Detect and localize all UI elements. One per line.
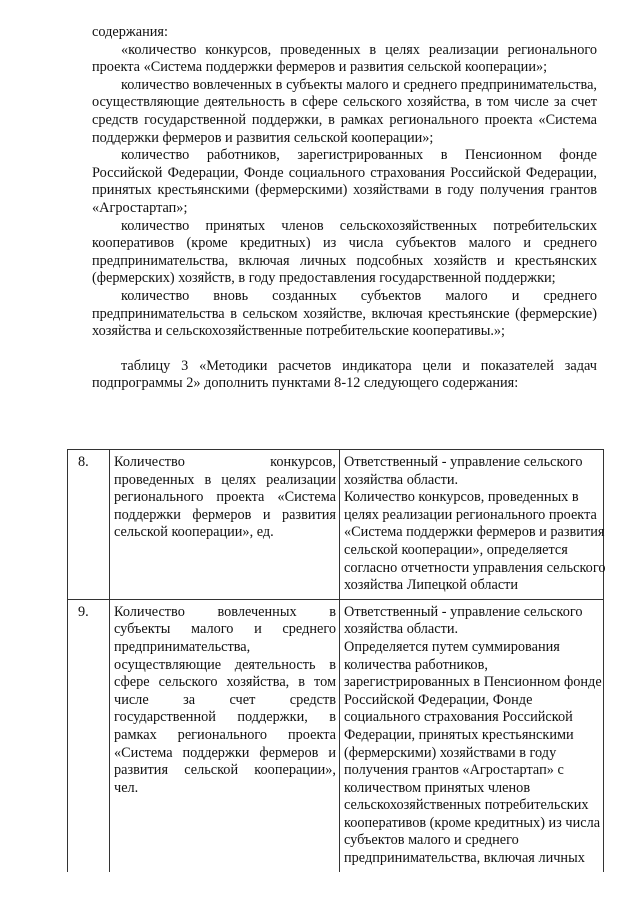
method-line: согласно отчетности управления сельского <box>344 559 606 576</box>
list-item-workers: количество работников, зарегистрированных в Пенсионном фонде Российской Федерации, Фонде социального страхования Российской Федерации, принятых крестьянскими (фермерскими) хозяйствами в году получения грантов «Агростартап»; <box>92 147 597 216</box>
table-row <box>68 599 604 871</box>
method-line: кооперативов (кроме кредитных) из числа <box>344 814 601 831</box>
method-line: хозяйства Липецкой области <box>344 577 519 594</box>
method-line: Ответственный - управление сельского <box>344 454 583 470</box>
method-line: Ответственный - управление сельского <box>344 603 583 620</box>
calculation-method <box>340 450 604 600</box>
method-line: социального страхования Российской <box>344 709 573 726</box>
method-line: получения грантов «Агростартап» с <box>344 762 564 779</box>
list-item-involved-persons: количество вовлеченных в субъекты малого и среднего предпринимательства, осуществляющие деятельность в сфере сельского хозяйства, в том числе за счет средств государственной поддержки, в рамках регионального проекта «Система поддержки фермеров и развития сельской кооперации»; <box>92 76 597 146</box>
method-line: субъектов малого и среднего <box>344 832 519 849</box>
method-line: сельскохозяйственных потребительских <box>344 797 589 814</box>
list-item-coop-members: количество принятых членов сельскохозяйственных потребительских кооперативов (кроме кредитных) из числа субъектов малого и среднего предпринимательства, включая личных подсобных хозяйств и крестьянских (фермерских) хозяйств, в году предоставления государственной поддержки; <box>92 217 597 287</box>
method-line: Количество конкурсов, проведенных в <box>344 489 579 506</box>
method-line: сельской кооперации», определяется <box>344 541 568 558</box>
list-item-contests: «количество конкурсов, проведенных в целях реализации регионального проекта «Система поддержки фермеров и развития сельской кооперации»; <box>92 41 597 76</box>
indicator-name: Количество конкурсов, проведенных в целях реализации регионального проекта «Система поддержки фермеров и развития сельской кооперации», ед. <box>110 450 340 600</box>
method-line: целях реализации регионального проекта <box>344 506 597 523</box>
method-line: хозяйства области. <box>344 471 459 488</box>
list-item-new-entities: количество вновь созданных субъектов малого и среднего предпринимательства в сельском хозяйстве, включая крестьянские (фермерские) хозяйства и сельскохозяйственные потребительские кооперативы.»; <box>92 287 597 340</box>
calculation-method <box>340 599 604 871</box>
table-intro-paragraph: таблицу 3 «Методики расчетов индикатора цели и показателей задач подпрограммы 2» дополнить пунктами 8-12 следующего содержания: <box>92 357 597 392</box>
method-line: Федерации, принятых крестьянскими <box>344 726 574 743</box>
row-number: 9. <box>68 599 110 871</box>
methodology-table <box>67 449 604 872</box>
text-line-content-label: содержания: <box>92 24 168 40</box>
method-line: количества работников, <box>344 656 488 673</box>
method-line: Российской Федерации, Фонде <box>344 691 533 708</box>
method-line: количеством принятых членов <box>344 779 531 796</box>
method-line: «Система поддержки фермеров и развития <box>344 524 605 541</box>
method-line: (фермерскими) хозяйствами в году <box>344 744 557 761</box>
method-line: Определяется путем суммирования <box>344 638 560 655</box>
table-row <box>68 450 604 600</box>
method-line: зарегистрированных в Пенсионном фонде <box>344 674 602 691</box>
amendment-text <box>92 24 597 393</box>
indicator-name: Количество вовлеченных в субъекты малого и среднего предпринимательства, осуществляющие деятельность в сфере сельского хозяйства, в том числе за счет средств государственной поддержки, в рамках регионального проекта «Система поддержки фермеров и развития сельской кооперации», чел. <box>110 599 340 871</box>
method-line: предпринимательства, включая личных <box>344 850 585 867</box>
method-line: хозяйства области. <box>344 621 459 638</box>
row-number: 8. <box>68 450 110 600</box>
